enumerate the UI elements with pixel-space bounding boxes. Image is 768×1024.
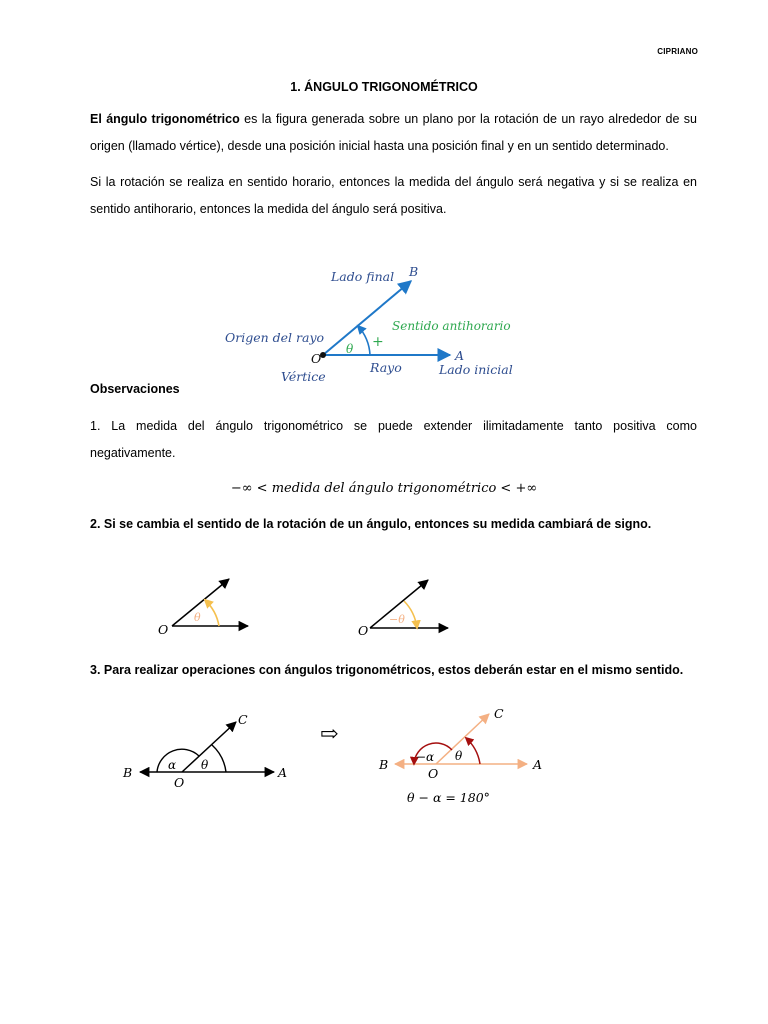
intro-negative: Si la rotación se realiza en sentido horario, entonces la medida del ángulo será negativa	[90, 175, 595, 189]
right-neg-alpha-label: −α	[416, 750, 435, 764]
point-a-label: A	[455, 348, 465, 363]
implies-arrow: ⇨	[320, 722, 339, 747]
observation-2: 2. Si se cambia el sentido de la rotación de un ángulo, entonces su medida cambiará de signo.	[90, 517, 652, 531]
origen-label: Origen del rayo	[225, 330, 325, 345]
positive-angle-arc	[205, 600, 219, 626]
left-o-label: O	[174, 775, 185, 790]
intro-period: .	[443, 202, 447, 216]
right-theta-arc	[466, 738, 480, 764]
observation-1: 1. La medida del ángulo trigonométrico se puede extender ilimitadamente tanto positiva como negativamente.	[90, 419, 697, 460]
plus-sign: +	[372, 334, 384, 350]
vertice-label: Vértice	[281, 369, 326, 384]
observaciones-heading: Observaciones	[90, 382, 180, 396]
left-b-label: B	[123, 765, 133, 780]
operations-diagram	[115, 700, 555, 812]
left-a-label: A	[278, 765, 288, 780]
point-b-label: B	[409, 264, 419, 279]
rayo-label: Rayo	[370, 360, 402, 375]
right-b-label: B	[379, 757, 389, 772]
right-ray-oc	[436, 714, 489, 764]
lado-inicial-label: Lado inicial	[439, 362, 513, 377]
negative-angle-o-label: O	[358, 623, 369, 638]
intro-paragraph-1	[90, 106, 697, 160]
positive-angle-theta-label: θ	[194, 611, 201, 624]
vertex-o-label: O	[311, 351, 322, 366]
right-theta-label: θ	[455, 749, 463, 763]
sign-change-diagram	[150, 570, 460, 645]
page-title: 1. ÁNGULO TRIGONOMÉTRICO	[290, 80, 478, 94]
left-alpha-label: α	[168, 758, 177, 772]
sentido-antihorario-label: Sentido antihorario	[392, 319, 511, 333]
intro-term: El ángulo trigonométrico	[90, 112, 240, 126]
rotation-arc	[358, 326, 370, 355]
left-theta-label: θ	[201, 758, 209, 772]
theta-label: θ	[346, 342, 354, 356]
right-a-label: A	[533, 757, 543, 772]
angle-diagram	[210, 255, 540, 390]
intro-definition: es la figura generada sobre un plano por la rotación de un rayo alrededor de su origen (llamado vértice), desde una posición inicial hasta una posición final y en un sentido determinado.	[90, 112, 697, 153]
left-theta-arc	[212, 745, 226, 772]
right-o-label: O	[428, 766, 439, 781]
header-author: CIPRIANO	[657, 47, 698, 56]
intro-paragraph-2	[90, 169, 697, 223]
intro-positive: y si se realiza en sentido antihorario, entonces la medida del ángulo será positiva	[90, 175, 697, 216]
left-alpha-arc	[157, 749, 199, 772]
angle-equation: θ − α = 180°	[407, 790, 490, 805]
final-ray	[323, 281, 411, 355]
negative-angle-theta-label: −θ	[389, 613, 405, 626]
lado-final-label: Lado final	[331, 269, 395, 284]
observation-3: 3. Para realizar operaciones con ángulos trigonométricos, estos deberán estar en el mismo sentido.	[90, 663, 684, 677]
left-c-label: C	[238, 712, 248, 727]
left-ray-oc	[182, 722, 236, 772]
right-c-label: C	[494, 706, 504, 721]
negative-angle-arc	[404, 601, 417, 628]
positive-angle-o-label: O	[158, 622, 169, 637]
range-formula: −∞ < medida del ángulo trigonométrico < +∞	[230, 481, 538, 496]
